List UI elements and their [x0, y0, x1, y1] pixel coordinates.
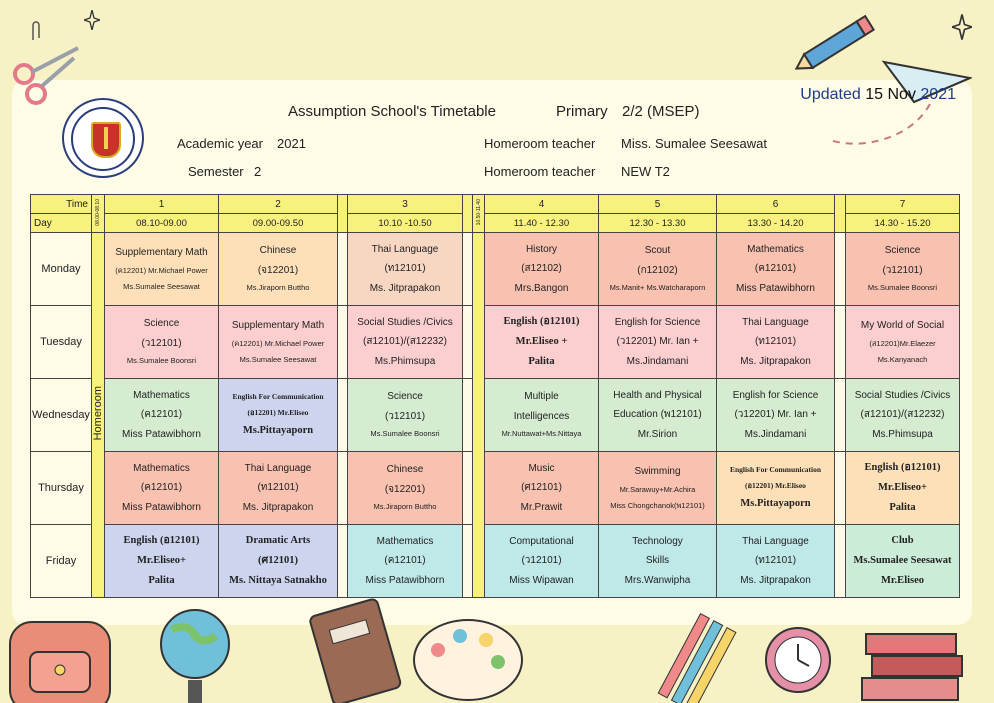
recess-gap: [835, 195, 846, 233]
teacher-name: Ms.Sumalee Seesawat: [239, 354, 317, 364]
class-cell: [348, 306, 463, 379]
teacher-name: Ms. Nittaya Satnakho: [229, 575, 327, 587]
subject-detail: (ว12101): [384, 410, 426, 422]
subject-name: Dramatic Arts: [245, 534, 311, 546]
subject-detail: (ค12101): [140, 409, 183, 421]
subject-name: Thai Language: [371, 243, 439, 255]
subject-name: Music: [528, 462, 555, 474]
teacher-name: Ms.Jiraporn Buttho: [373, 502, 437, 512]
subject-detail: (ส12101)/(ส12232): [860, 409, 945, 421]
class-cell: [348, 233, 463, 306]
class-cell: [846, 452, 960, 525]
recess-gap: [835, 306, 846, 379]
subject-detail: (จ12201): [257, 264, 299, 276]
subject-detail: (ส12101)/(ส12232): [363, 336, 447, 348]
recess-gap: [463, 525, 473, 598]
teacher-name: Ms.Sumalee Boonsri: [867, 283, 938, 293]
recess-gap: [338, 452, 348, 525]
subject-name: Mathematics: [376, 535, 434, 547]
subject-name: English for Science: [732, 389, 819, 401]
subject-name: Chinese: [386, 464, 424, 476]
subject-name: Swimming: [634, 466, 681, 478]
updated-label: Updated: [800, 86, 861, 103]
class-cell: [485, 306, 599, 379]
recess-gap: [463, 195, 473, 233]
academic-year-value: 2021: [277, 136, 306, 151]
class-cell: [717, 306, 835, 379]
day-row: [31, 379, 960, 452]
teacher-name: Ms.Phimsupa: [374, 355, 436, 367]
subject-name: Thai Language: [244, 462, 312, 474]
subject-detail: (ศ12101): [258, 554, 298, 566]
subject-detail: (อ12201) Mr.Eliseo: [247, 407, 309, 417]
homeroom-column: [92, 233, 105, 598]
homeroom-label: Homeroom: [92, 386, 104, 441]
sparkle-icon-2: [952, 14, 972, 40]
subject-name: Science: [387, 391, 423, 403]
class-cell: [348, 452, 463, 525]
subject-name: Health and Physical: [613, 389, 702, 401]
subject-detail: Mr.Eliseo +: [515, 335, 568, 347]
subject-detail: (จ12201): [384, 483, 426, 495]
teacher-name: Ms.Sumalee Boonsri: [126, 356, 197, 366]
class-cell: [599, 379, 717, 452]
subject-detail: Mr.Eliseo+: [877, 481, 928, 493]
teacher-name: Ms.Sumalee Seesawat: [123, 281, 200, 291]
subject-detail: (ค12201) Mr.Michael Power: [115, 265, 208, 275]
recess-gap: [338, 379, 348, 452]
recess-gap: [835, 233, 846, 306]
subject-detail: (ค12101): [384, 555, 426, 567]
teacher-name: Palita: [889, 502, 916, 514]
class-cell: [846, 306, 960, 379]
subject-name: Social Studies /Civics: [854, 389, 951, 401]
class-cell: [348, 525, 463, 598]
teacher-name: Palita: [528, 356, 555, 368]
globe-icon: [150, 600, 240, 703]
scissors-icon: [4, 40, 84, 110]
day-row: [31, 233, 960, 306]
teacher-name: Ms.Jindamani: [626, 355, 689, 367]
day-label: Wednesday: [31, 379, 92, 452]
subject-detail: Ms.Sumalee Seesawat: [853, 554, 952, 566]
subject-name: English for Science: [614, 316, 701, 328]
teacher-name: Ms.Pittayaporn: [740, 498, 811, 510]
timetable-body: [31, 233, 960, 598]
subject-name: Chinese: [259, 245, 297, 257]
semester-label: Semester: [188, 164, 244, 179]
page-title: Assumption School's Timetable: [288, 103, 496, 120]
teacher-name: Palita: [148, 575, 175, 587]
class-cell: [599, 233, 717, 306]
period-num: 4: [485, 195, 599, 214]
lunch-break-column: [473, 233, 485, 598]
teacher-name: Ms.Phimsupa: [872, 428, 933, 440]
period-num: 7: [846, 195, 960, 214]
recess-gap: [463, 379, 473, 452]
class-cell: [846, 525, 960, 598]
day-label: Tuesday: [31, 306, 92, 379]
class-cell: [717, 379, 835, 452]
teacher-name: Miss Patawibhorn: [122, 428, 201, 440]
period-num: 2: [219, 195, 338, 214]
sparkle-icon: [84, 10, 100, 30]
class-cell: [219, 452, 338, 525]
day-row: [31, 525, 960, 598]
subject-name: Social Studies /Civics: [357, 316, 453, 328]
updated-date: 15 Nov: [865, 86, 916, 103]
subject-name: Technology: [632, 535, 683, 547]
pencils-icon: [640, 606, 750, 703]
day-label: Thursday: [31, 452, 92, 525]
class-cell: [717, 525, 835, 598]
class-cell: [485, 379, 599, 452]
class-cell: [485, 452, 599, 525]
timetable: [30, 194, 960, 598]
recess-gap: [338, 306, 348, 379]
academic-year-label: Academic year: [177, 136, 263, 151]
class-cell: [105, 306, 219, 379]
subject-name: Thai Language: [742, 535, 809, 547]
subject-detail: Intelligences: [513, 410, 570, 422]
recess-gap: [338, 233, 348, 306]
subject-name: Thai Language: [742, 316, 809, 328]
teacher-name: Mr.Prawit: [520, 501, 563, 513]
period-time: 13.30 - 14.20: [717, 214, 835, 233]
subject-name: Mathematics: [133, 462, 190, 474]
subject-name: English For Communication: [232, 391, 324, 401]
recess-gap: [463, 452, 473, 525]
subject-name: English For Communication: [729, 464, 822, 474]
teacher-name: Ms.Kanyanach: [877, 354, 928, 364]
class-cell: [485, 233, 599, 306]
subject-name: My World of Social: [860, 320, 945, 332]
day-header: Day: [31, 214, 92, 233]
subject-detail: (ว12101): [882, 264, 923, 276]
class-cell: [105, 379, 219, 452]
subject-detail: Mr.Sarawuy+Mr.Achira: [619, 484, 696, 494]
teacher-name: Mrs.Wanwipha: [624, 574, 691, 586]
subject-detail: (ก12102): [637, 264, 678, 276]
notebook-icon: [300, 596, 410, 703]
class-level: Primary: [556, 103, 608, 120]
teacher-name: Ms.Manit+ Ms.Watcharaporn: [609, 283, 706, 293]
subject-detail: (ท12101): [754, 555, 797, 567]
time-header: Time: [31, 195, 92, 214]
teacher-name: Mr.Nuttawat+Ms.Nittaya: [501, 429, 582, 439]
subject-name: Scout: [644, 245, 671, 257]
class-cell: [599, 452, 717, 525]
recess-gap: [338, 195, 348, 233]
day-label: Monday: [31, 233, 92, 306]
teacher-name: Ms.Sumalee Boonsri: [370, 429, 440, 439]
homeroom-teacher-2: NEW T2: [621, 164, 670, 179]
day-label: Friday: [31, 525, 92, 598]
period-time: 10.10 -10.50: [348, 214, 463, 233]
teacher-name: Miss Wipawan: [509, 574, 574, 586]
school-logo: [62, 98, 144, 178]
period-num: 6: [717, 195, 835, 214]
class-name: 2/2 (MSEP): [622, 103, 700, 120]
homeroom-teacher-1: Miss. Sumalee Seesawat: [621, 136, 767, 151]
class-cell: [105, 452, 219, 525]
recess-gap: [835, 452, 846, 525]
teacher-name: Miss Chongchanok(พ12101): [610, 500, 705, 510]
period-num: 1: [105, 195, 219, 214]
subject-detail: (ท12101): [257, 482, 299, 494]
pencil-icon: [786, 10, 886, 80]
class-cell: [105, 525, 219, 598]
subject-detail: (ท12101): [754, 336, 797, 348]
teacher-name: Ms.Pittayaporn: [242, 425, 314, 437]
day-row: [31, 452, 960, 525]
subject-detail: Education (พ12101): [613, 409, 702, 421]
day-row: [31, 306, 960, 379]
dashed-trail: [820, 100, 940, 160]
teacher-name: Ms. Jitprapakon: [740, 355, 811, 367]
class-cell: [599, 525, 717, 598]
subject-name: Science: [884, 245, 921, 257]
teacher-name: Mr.Sirion: [637, 428, 678, 440]
subject-detail: Skills: [645, 555, 670, 567]
period-time: 12.30 - 13.30: [599, 214, 717, 233]
recess-gap: [835, 525, 846, 598]
homeroom-time: 08.00-08.10: [95, 198, 101, 226]
homeroom-label-1: Homeroom teacher: [484, 136, 596, 151]
recess-gap: [463, 306, 473, 379]
subject-detail: (ศ12101): [521, 482, 562, 494]
period-time: 08.10-09.00: [105, 214, 219, 233]
books-icon: [858, 628, 968, 703]
subject-detail: (ค12101): [140, 482, 183, 494]
period-num: 5: [599, 195, 717, 214]
subject-detail: (ว12101): [141, 337, 182, 349]
subject-name: Multiple: [524, 391, 559, 403]
subject-detail: (อ12201) Mr.Eliseo: [745, 480, 806, 490]
homeroom-time-header: [92, 195, 105, 233]
subject-detail: (ท12101): [384, 263, 426, 275]
subject-detail: (ค12101): [754, 263, 797, 275]
teacher-name: Ms. Jitprapakon: [369, 282, 441, 294]
updated-year: 2021: [920, 86, 956, 103]
teacher-name: Ms. Jitprapakon: [740, 574, 811, 586]
subject-name: English (อ12101): [503, 315, 580, 327]
teacher-name: Miss Patawibhorn: [122, 501, 201, 513]
period-time-row: [31, 214, 960, 233]
class-cell: [717, 452, 835, 525]
break-time: 10.50-11.40: [475, 198, 482, 226]
subject-name: English (อ12101): [123, 534, 200, 546]
subject-name: Mathematics: [747, 243, 804, 255]
subject-name: Club: [891, 534, 914, 546]
class-cell: [599, 306, 717, 379]
class-cell: [219, 306, 338, 379]
palette-icon: [408, 600, 528, 703]
updated-stamp: [800, 86, 956, 104]
break-time-header: [473, 195, 485, 233]
semester-value: 2: [254, 164, 262, 179]
subject-detail: (ส12201)Mr.Elaezer: [869, 338, 936, 348]
teacher-name: Miss Patawibhorn: [365, 574, 445, 586]
backpack-icon: [0, 600, 130, 703]
class-cell: [219, 379, 338, 452]
subject-name: History: [525, 243, 558, 255]
subject-name: Computational: [509, 535, 574, 547]
subject-detail: (ว12201) Mr. Ian +: [616, 336, 699, 348]
class-cell: [348, 379, 463, 452]
period-time: 11.40 - 12.30: [485, 214, 599, 233]
subject-name: Supplementary Math: [115, 247, 208, 259]
subject-detail: (ค12201) Mr.Michael Power: [231, 338, 325, 348]
subject-name: Science: [143, 318, 180, 330]
class-cell: [717, 233, 835, 306]
period-number-row: [31, 195, 960, 214]
recess-gap: [835, 379, 846, 452]
subject-name: Mathematics: [133, 389, 190, 401]
subject-detail: (ส12102): [521, 263, 562, 275]
subject-detail: Mr.Eliseo+: [136, 554, 187, 566]
period-time: 14.30 - 15.20: [846, 214, 960, 233]
subject-detail: (ว12101): [521, 555, 562, 567]
teacher-name: Mrs.Bangon: [514, 282, 569, 294]
paperclip-icon: [30, 20, 42, 44]
class-cell: [846, 379, 960, 452]
class-cell: [219, 525, 338, 598]
alarm-clock-icon: [758, 610, 838, 703]
subject-detail: (ว12201) Mr. Ian +: [734, 409, 817, 421]
class-cell: [846, 233, 960, 306]
class-cell: [105, 233, 219, 306]
homeroom-label-2: Homeroom teacher: [484, 164, 596, 179]
class-cell: [219, 233, 338, 306]
teacher-name: Ms.Jiraporn Buttho: [246, 283, 310, 293]
teacher-name: Mr.Eliseo: [880, 575, 925, 587]
class-cell: [485, 525, 599, 598]
recess-gap: [463, 233, 473, 306]
period-num: 3: [348, 195, 463, 214]
subject-name: English (อ12101): [864, 461, 941, 473]
subject-name: Supplementary Math: [231, 320, 325, 332]
teacher-name: Miss Patawibhorn: [736, 282, 815, 294]
period-time: 09.00-09.50: [219, 214, 338, 233]
teacher-name: Ms.Jindamani: [744, 428, 807, 440]
recess-gap: [338, 525, 348, 598]
teacher-name: Ms. Jitprapakon: [242, 501, 314, 513]
